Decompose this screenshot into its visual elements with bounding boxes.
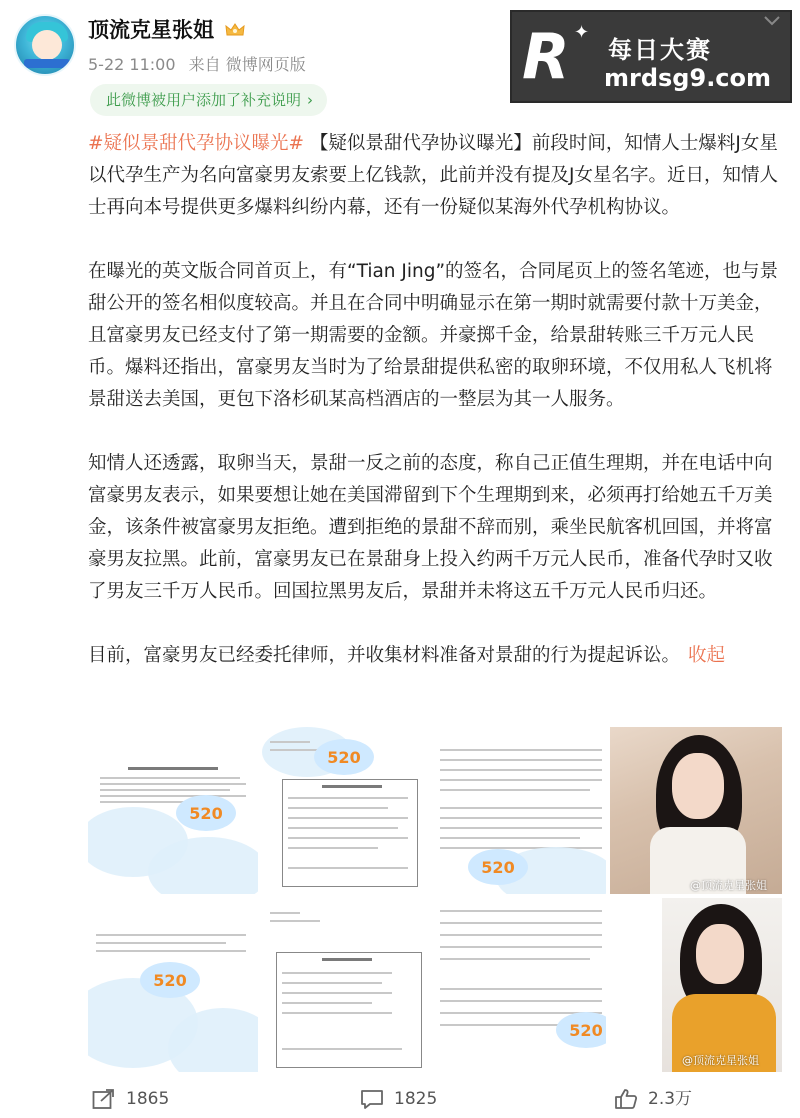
post-header: [0, 0, 800, 130]
supplement-text: 此微博被用户添加了补充说明: [106, 91, 302, 109]
post-content: [88, 128, 788, 672]
post-source: 来自 微博网页版: [188, 55, 306, 74]
photo-watermark: @顶流克星张姐: [682, 1054, 759, 1067]
supplement-note[interactable]: [90, 84, 327, 116]
watermark-url: mrdsg9.com: [604, 64, 772, 92]
collapse-link[interactable]: 收起: [688, 645, 726, 666]
paragraph-2: 在曝光的英文版合同首页上，有“Tian Jing”的签名，合同尾页上的签名笔迹，也与景甜公开的签名相似度较高。并且在合同中明确显示在第一期时就需要付款十万美金，且富豪男友已经支付了第一期需要的金额。并豪掷千金，给景甜转账三千万元人民币。爆料还指出，富豪男友当时为了给景甜提供私密的取卵环境，不仅用私人飞机将景甜送去美国，更包下洛杉矶某高档酒店的一整层为其一人服务。: [88, 261, 779, 410]
star-icon: ✦: [574, 22, 590, 43]
site-watermark: [510, 10, 792, 103]
author-name[interactable]: [88, 14, 245, 44]
like-icon: [614, 1088, 638, 1110]
sticker-icon: [554, 1008, 606, 1052]
contract-image-3[interactable]: [436, 727, 606, 894]
photo-watermark: @顶流克星张姐: [690, 879, 767, 892]
svg-text:520: 520: [153, 971, 187, 990]
contract-image-6[interactable]: [436, 898, 606, 1072]
sticker-icon: [174, 791, 238, 835]
watermark-name: 每日大赛: [608, 36, 712, 64]
paragraph-4: [88, 640, 788, 672]
watermark-logo: R: [522, 20, 570, 93]
svg-text:520: 520: [327, 748, 361, 767]
like-count: 2.3万: [648, 1089, 693, 1109]
sticker-icon: [138, 958, 202, 1002]
sticker-icon: [466, 845, 530, 889]
svg-text:520: 520: [189, 804, 223, 823]
contract-image-5[interactable]: [262, 898, 432, 1072]
comment-icon: [360, 1088, 384, 1110]
sticker-icon: [312, 735, 376, 779]
share-count: 1865: [126, 1089, 170, 1109]
avatar[interactable]: [14, 14, 76, 76]
chevron-down-icon[interactable]: [760, 8, 784, 32]
post-meta: [88, 52, 314, 75]
paragraph-1: [88, 128, 788, 224]
contract-image-2[interactable]: [262, 727, 432, 894]
svg-text:520: 520: [481, 858, 515, 877]
contract-image-1[interactable]: [88, 727, 258, 894]
crown-badge-icon: [225, 22, 245, 38]
comment-count: 1825: [394, 1089, 438, 1109]
paragraph-3: 知情人还透露，取卵当天，景甜一反之前的态度，称自己正值生理期，并在电话中向富豪男友表示，如果要想让她在美国滞留到下个生理期到来，必须再打给她五千万美金，该条件被富豪男友拒绝。遭到拒绝的景甜不辞而别，乘坐民航客机回国，并将富豪男友拉黑。此前，富豪男友已在景甜身上投入约两千万元人民币，准备代孕时又收了男友三千万人民币。回国拉黑男友后，景甜并未将这五千万元人民币归还。: [88, 453, 773, 602]
hashtag-link[interactable]: #疑似景甜代孕协议曝光#: [88, 133, 305, 154]
paragraph-1-text: 【疑似景甜代孕协议曝光】前段时间，知情人士爆料J女星以代孕生产为名向富豪男友索要上亿钱款，此前并没有提及J女星名字。近日，知情人士再向本号提供更多爆料纠纷内幕，还有一份疑似某海外代孕机构协议。: [88, 133, 778, 218]
image-grid: [88, 727, 782, 1072]
author-name-text[interactable]: 顶流克星张姐: [88, 18, 214, 42]
chevron-right-icon: ›: [307, 91, 314, 109]
paragraph-4-text: 目前，富豪男友已经委托律师，并收集材料准备对景甜的行为提起诉讼。: [88, 645, 681, 666]
svg-text:520: 520: [569, 1021, 603, 1040]
post-time[interactable]: 5-22 11:00: [88, 55, 176, 74]
photo-image-2[interactable]: [662, 898, 782, 1072]
action-bar: [0, 1080, 800, 1118]
photo-image-1[interactable]: [610, 727, 782, 894]
contract-image-4[interactable]: [88, 898, 258, 1072]
share-icon: [92, 1088, 116, 1110]
